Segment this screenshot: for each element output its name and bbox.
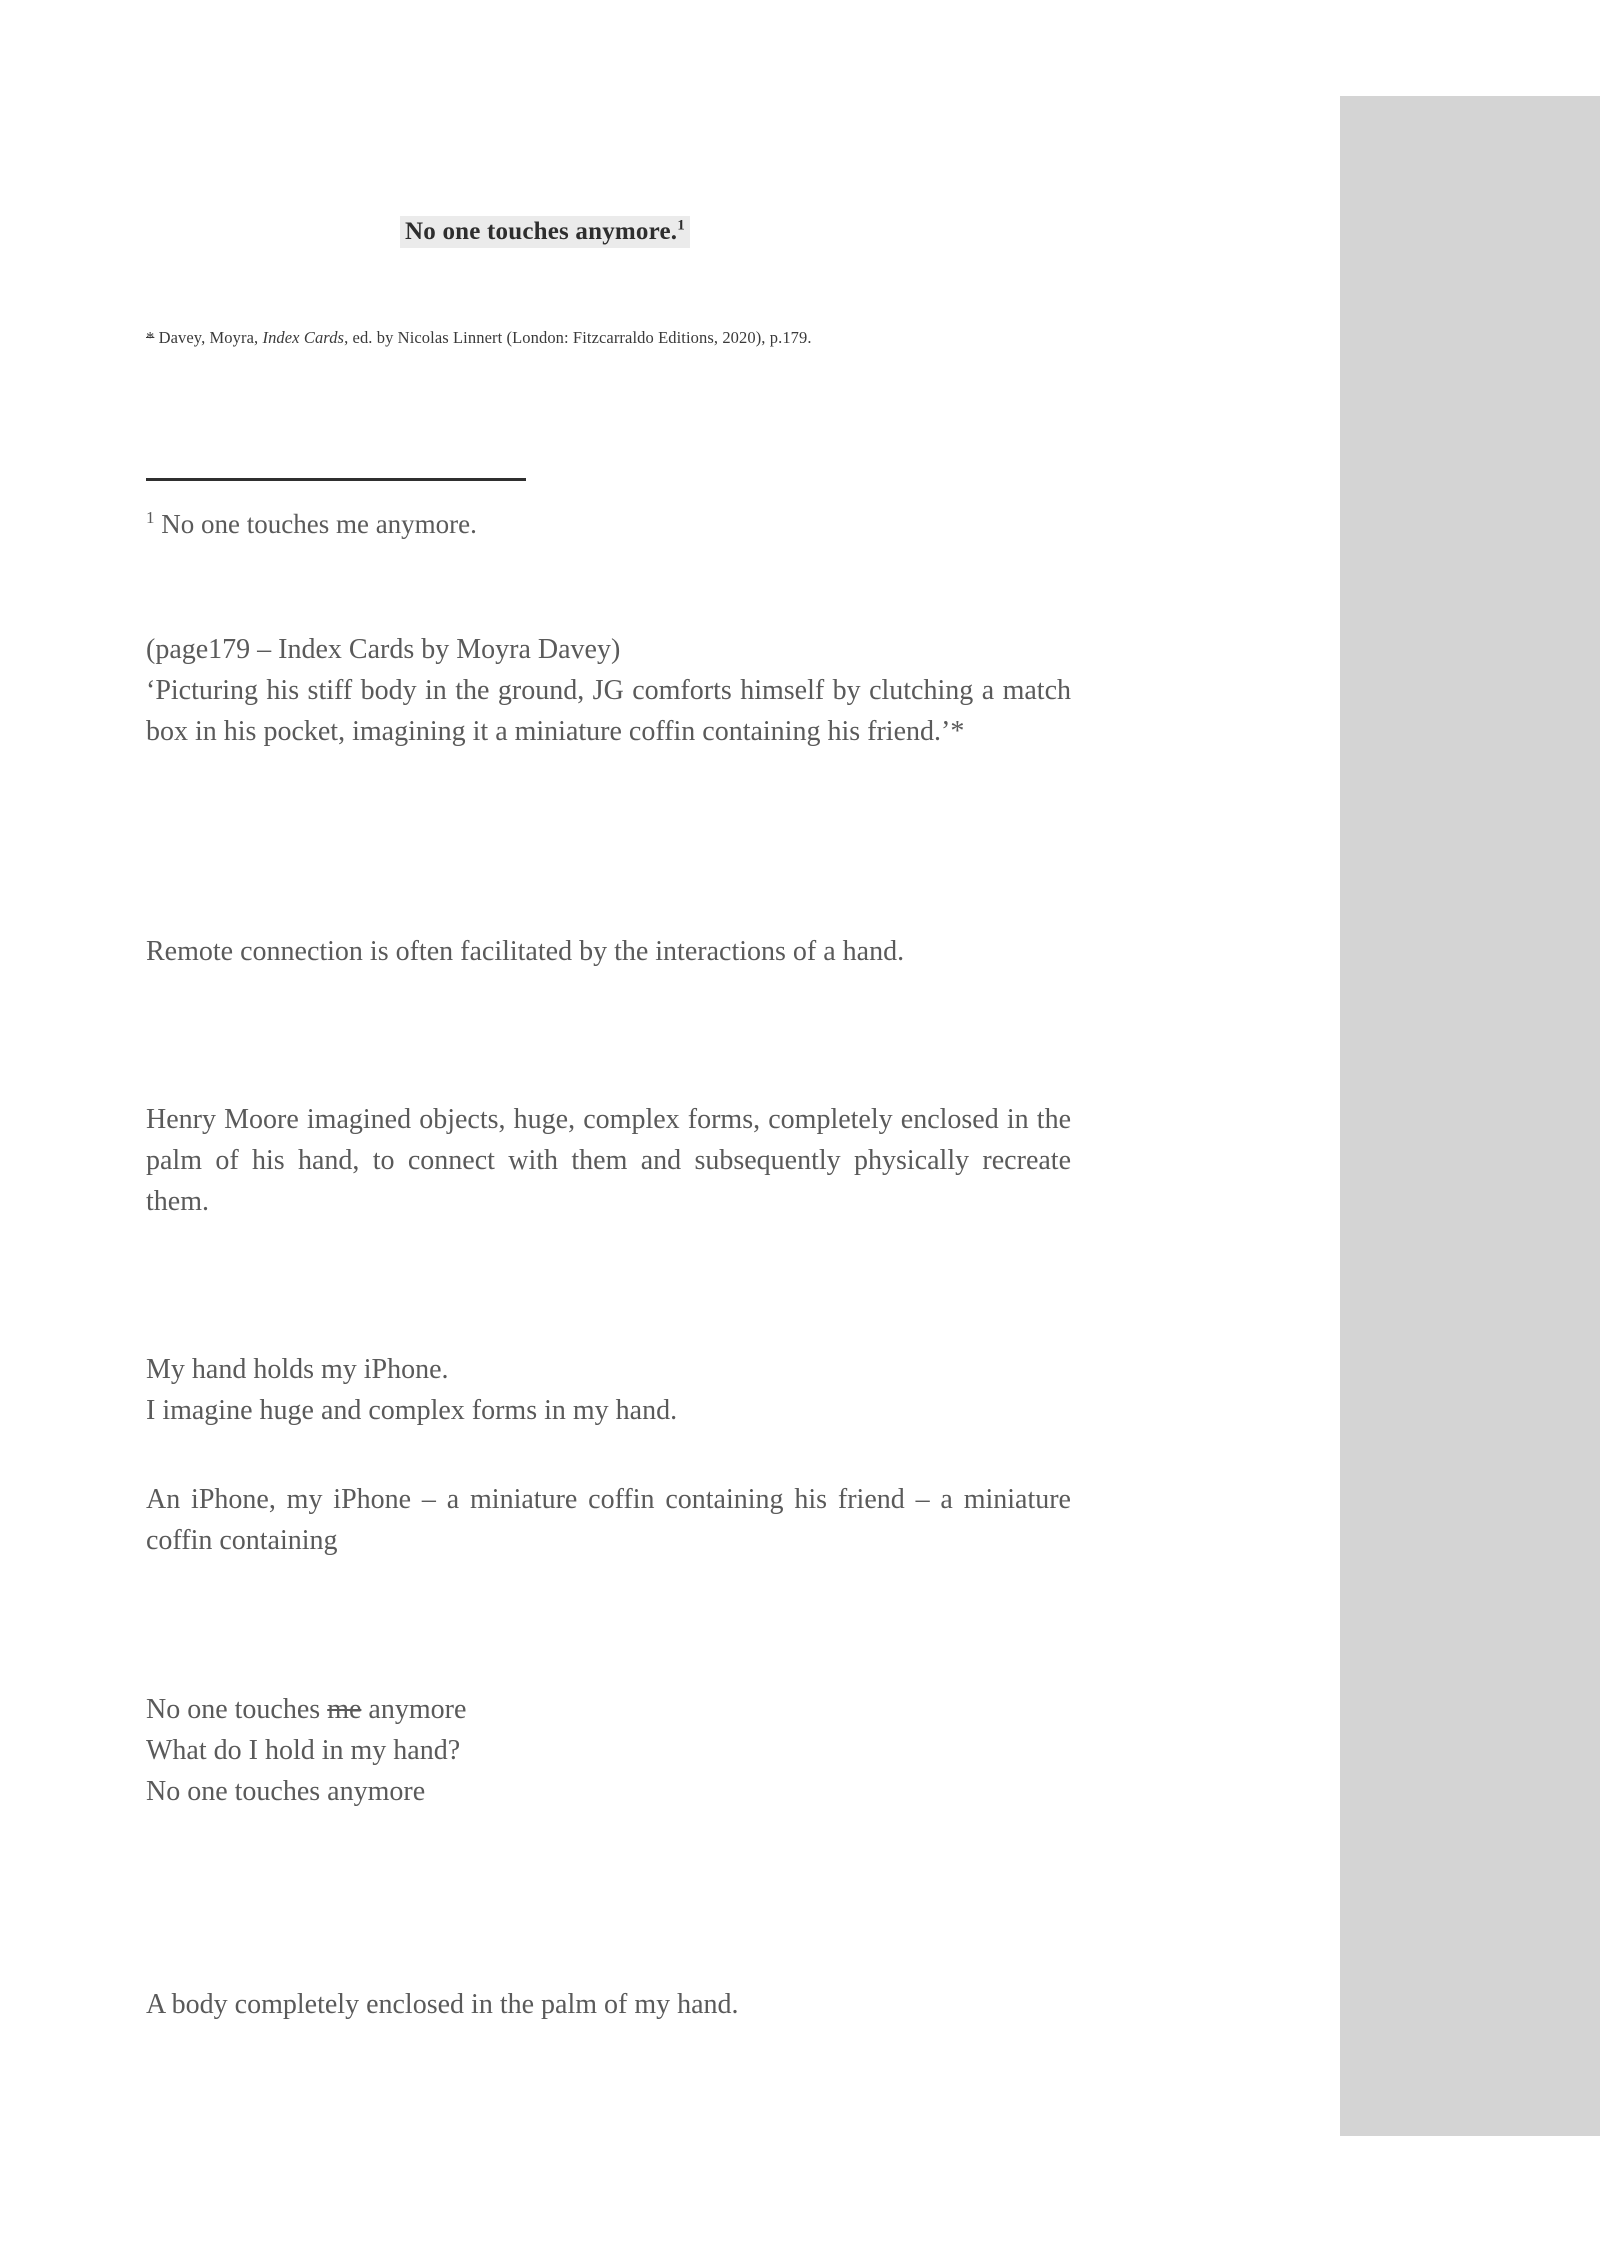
nobody-line-3: No one touches anymore — [146, 1775, 426, 1807]
remote-text: Remote connection is often facilitated by the interactions of a hand. — [146, 936, 905, 967]
citation-before-italic: Davey, Moyra, — [154, 328, 263, 347]
citation-after-italic: , ed. by Nicolas Linnert (London: Fitzcarraldo Editions, 2020), p.179. — [344, 328, 812, 347]
block-quote — [146, 630, 1071, 753]
nobody-line-2: What do I hold in my hand? — [146, 1734, 461, 1766]
block-body-enclosed — [146, 1985, 1071, 2026]
block-iphone-coffin — [146, 1480, 1071, 1562]
block-no-one-touches — [146, 1690, 1071, 1813]
block-my-hand — [146, 1350, 1071, 1432]
footnote-text: No one touches me anymore. — [154, 509, 477, 539]
title-text-highlighted — [400, 216, 690, 248]
citation-marker: * — [146, 328, 155, 347]
iphone-text: An iPhone, my iPhone – a miniature coffin containing his friend – a miniature coffin containing — [146, 1484, 1071, 1556]
title-footnote-marker: 1 — [677, 218, 685, 234]
nobody-line-1 — [146, 1690, 1071, 1731]
citation-line — [146, 328, 1146, 348]
page-title — [0, 218, 1090, 246]
title-text: No one touches anymore. — [405, 218, 678, 246]
hand-line-2: I imagine huge and complex forms in my hand. — [146, 1394, 678, 1426]
quote-text: ‘Picturing his stiff body in the ground, JG comforts himself by clutching a match box in his pocket, imagining it a miniature coffin containing his friend.’* — [146, 674, 1071, 747]
moore-text: Henry Moore imagined objects, huge, complex forms, completely enclosed in the palm of his hand, to connect with them and subsequently physically recreate them. — [146, 1104, 1071, 1217]
hand-line-1: My hand holds my iPhone. — [146, 1354, 449, 1385]
quote-source-line: (page179 – Index Cards by Moyra Davey) — [146, 634, 621, 665]
footnote-separator-rule — [146, 478, 526, 481]
nobody-struck-word: me — [327, 1694, 362, 1725]
body-text: A body completely enclosed in the palm of my hand. — [146, 1989, 739, 2020]
block-henry-moore — [146, 1100, 1071, 1223]
nobody-line-1-before: No one touches — [146, 1694, 328, 1725]
citation-title-italic: Index Cards — [262, 328, 345, 347]
footnote — [146, 508, 1146, 540]
facing-page-panel — [1340, 96, 1600, 2136]
block-remote-connection — [146, 932, 1071, 973]
nobody-line-1-after: anymore — [361, 1694, 467, 1725]
footnote-marker: 1 — [146, 508, 155, 527]
